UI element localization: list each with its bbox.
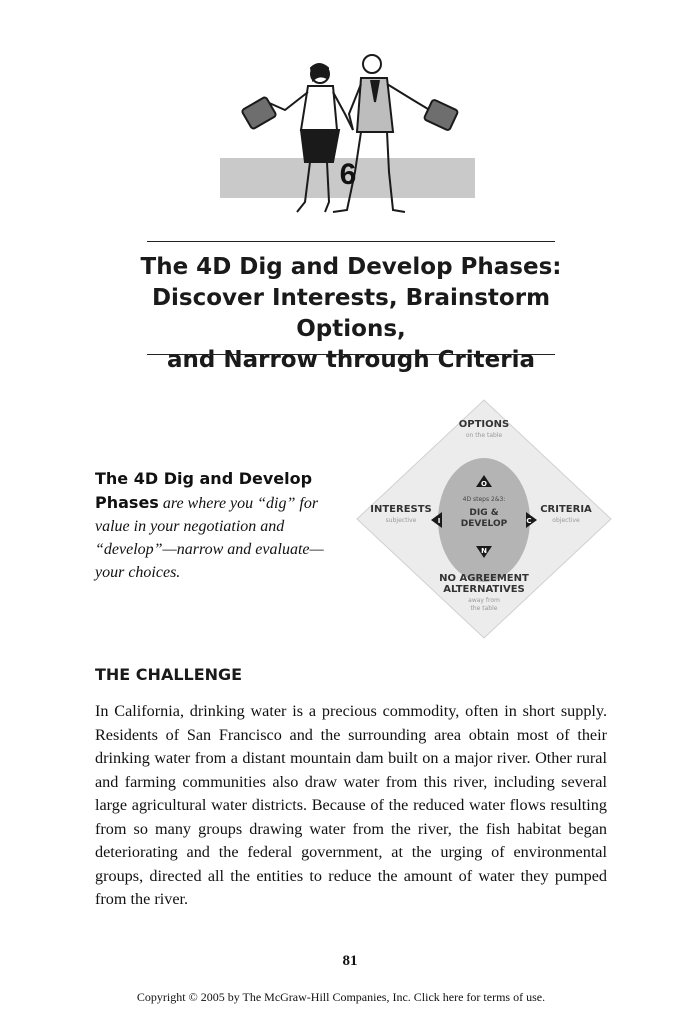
page-number: 81: [342, 953, 358, 969]
interests-sublabel: subjective: [385, 517, 417, 524]
alternatives-label: ALTERNATIVES: [443, 584, 525, 595]
the-table-sublabel: the table: [470, 605, 498, 612]
title-rule-top: [147, 241, 555, 242]
marker-n-letter: N: [481, 547, 487, 555]
section-heading: THE CHALLENGE: [95, 665, 243, 684]
marker-o-letter: O: [481, 480, 487, 488]
intro-italic-text: are where you “dig” for value in your negotiation and “develop”—narrow and evaluate—your choices.: [95, 495, 324, 581]
center-develop-label: DEVELOP: [460, 519, 508, 529]
criteria-label: CRITERIA: [540, 504, 592, 515]
chapter-title-line-1: The 4D Dig and Develop Phases:: [140, 254, 562, 280]
copyright-footer[interactable]: Copyright © 2005 by The McGraw-Hill Companies, Inc. Click here for terms of use.: [136, 990, 546, 1004]
options-label: OPTIONS: [458, 419, 510, 430]
4d-diamond-diagram: [355, 398, 613, 640]
intro-callout: [95, 467, 345, 584]
center-small-label: 4D steps 2&3:: [462, 496, 506, 503]
intro-bold-lead: The 4D Dig and Develop Phases: [95, 469, 313, 512]
challenge-paragraph: In California, drinking water is a precious commodity, often in short supply. Residents of San Francisco and the surrounding area obtain most of their drinking water from a distant mountain dam built on a major river. Other rural and farming communities also draw water from this river, including several large agricultural water districts. Because of the reduced water flows resulting from so many groups drawing water from the river, the fish habitat began deteriorating and the federal government, at the urging of environmental groups, directed all the entities to reduce the amount of water they pumped from the river.: [95, 702, 607, 908]
chapter-title: [100, 252, 602, 376]
marker-c-letter: C: [526, 517, 532, 525]
criteria-sublabel: objective: [552, 517, 580, 524]
handshake-illustration: [215, 52, 485, 222]
no-agreement-label: NO AGREEMENT: [439, 573, 529, 584]
title-rule-bottom: [147, 354, 555, 355]
marker-i-letter: I: [437, 517, 441, 525]
center-dig-label: DIG &: [469, 508, 499, 518]
chapter-title-line-2: Discover Interests, Brainstorm Options,: [151, 285, 551, 342]
away-from-sublabel: away from: [468, 597, 500, 604]
chapter-number: 6: [339, 158, 357, 191]
options-sublabel: on the table: [465, 432, 503, 439]
interests-label: INTERESTS: [370, 504, 432, 515]
chapter-title-line-3: and Narrow through Criteria: [166, 347, 536, 373]
